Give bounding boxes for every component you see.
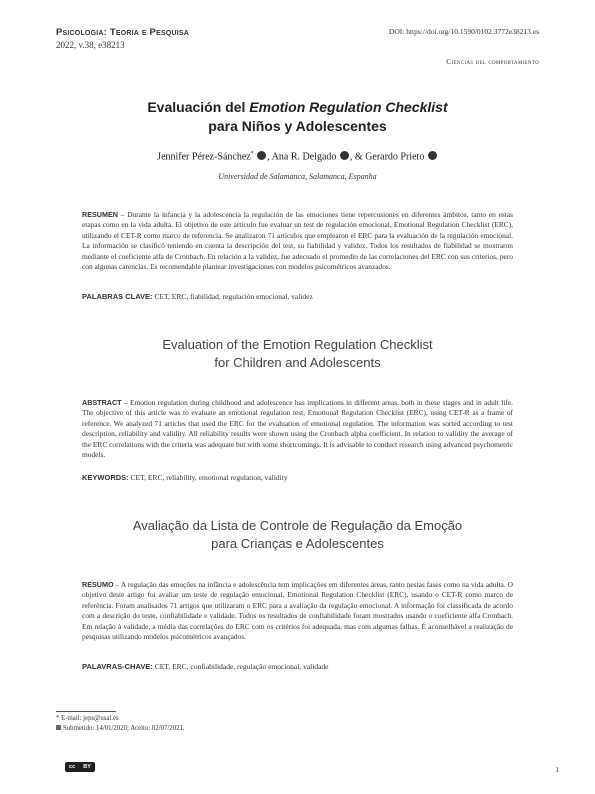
abstract-portuguese (82, 580, 513, 642)
author-3: , & Gerardo Prieto (349, 151, 425, 163)
title-spanish (56, 98, 539, 136)
journal-name: Psicologia: Teoria e Pesquisa (56, 27, 189, 38)
keywords-portuguese (82, 662, 513, 671)
title-portuguese-line2: para Crianças e Adolescentes (211, 536, 384, 551)
orcid-icon[interactable] (428, 151, 437, 160)
orcid-icon[interactable] (340, 151, 349, 160)
title-spanish-line2: para Niños y Adolescentes (208, 118, 387, 134)
affiliation: Universidad de Salamanca, Salamanca, Espanha (218, 172, 377, 181)
title-english-line1: Evaluation of the Emotion Regulation Checklist (162, 337, 433, 352)
keywords-english (82, 473, 513, 482)
doi-link[interactable]: DOI: https://doi.org/10.1590/0102.3772e38213.es (388, 27, 539, 36)
abstract-spanish-text: – Durante la infancia y la adolescencia la regulación de las emociones tiene repercusiones en diferentes ámbitos, tanto en estas etapas como en la vida adulta. El objetivo de este artículo fue evaluar un test de regulación emocional, Emotional Regulation Checklist (ERC), utilizando el CET-R como marco de referencia. Se analizaron 71 artículos que emplearon el ERC para la evaluación de la regulación emocional. La información se clasificó teniendo en cuenta la descripción del test, su fiabilidad y validez. Todos los resultados de fiabilidad se mostraron mediante el coeficiente alfa de Cronbach. En relación a la validez, fue adecuado el promedio de las correlaciones del ERC con sus criterios, pero con algunas carencias. Es recomendable plantear investigaciones con modelos psicométricos avanzados. (82, 210, 513, 272)
journal-volume: 2022, v.38, e38213 (56, 40, 125, 50)
keywords-spanish (82, 292, 513, 301)
author-2: , Ana R. Delgado (267, 151, 337, 163)
keywords-portuguese-text: CET, ERC, confiabilidade, regulação emocional, validade (152, 662, 329, 671)
page-number: 1 (555, 765, 559, 774)
footnote-dates-text: Submetido: 14/01/2020; Aceito: 02/07/2021. (63, 725, 185, 732)
author-1: Jennifer Pérez-Sánchez (157, 151, 251, 163)
author-1-mark: * (250, 151, 254, 157)
cc-license-by: BY (83, 764, 91, 770)
square-bullet-icon (56, 725, 61, 730)
cc-license-badge[interactable] (65, 762, 95, 772)
abstract-portuguese-text: – A regulação das emoções na infância e adolescência tem implicações em diferentes áreas, tanto nestas fases como na vida adulta. O objetivo deste artigo foi avaliar um teste de regulação emocional, Emotional Regulation Checklist (ERC), usando o CET-R como marco de referência. Foram analisados 71 artigos que utilizaram o ERC para a avaliação da regulação emocional. A informação foi classificada de acordo com a descrição do teste, confiabilidade e validade. Todos os resultados de confiabilidade foram mostrados usando o coeficiente alfa Cronbach. Em relação à validade, a média das correlações do ERC com os critérios foi adequada, mas com algumas falhas. É aconselhável a realização de pesquisas utilizando modelos psicométricos avançados. (82, 580, 513, 642)
abstract-english-label: ABSTRACT (82, 398, 122, 407)
keywords-portuguese-label: PALAVRAS-CHAVE: (82, 662, 153, 671)
title-spanish-italic: Emotion Regulation Checklist (249, 99, 448, 115)
orcid-icon[interactable] (257, 151, 266, 160)
cc-license-cc: cc (69, 764, 76, 770)
abstract-english (82, 398, 513, 460)
abstract-portuguese-label: RESUMO (82, 580, 114, 589)
footnote-dates (56, 725, 185, 732)
keywords-spanish-label: PALABRAS CLAVE: (82, 292, 153, 301)
title-portuguese (56, 517, 539, 553)
footnote-divider (56, 711, 116, 712)
abstract-spanish (82, 210, 513, 272)
footnote-email: * E-mail: jeps@usal.es (56, 715, 119, 722)
title-english-line2: for Children and Adolescents (214, 355, 381, 370)
abstract-english-text: – Emotion regulation during childhood and adolescence has implications in different areas, both in these stages and in adult life. The objective of this article was to evaluate an emotional regulation test, Emotional Regulation Checklist (ERC), using CET-R as a frame of reference. We analyzed 71 articles that used the ERC for the evaluation of emotional regulation. The information was sorted according to test description, reliability and validity. All reliability results were shown using the Cronbach alpha coefficient. In relation to validity the average of the ERC correlations with the criteria was adequate but with some shortcomings. It is advisable to conduct research using advanced psychometric models. (82, 398, 513, 460)
abstract-spanish-label: RESUMEN (82, 210, 118, 219)
title-english (56, 336, 539, 372)
title-spanish-part1: Evaluación del (147, 99, 250, 115)
keywords-english-label: KEYWORDS: (82, 473, 129, 482)
title-portuguese-line1: Avaliação da Lista de Controle de Regulação da Emoção (132, 518, 463, 533)
authors (56, 151, 539, 162)
section-label: Ciencias del comportamiento (446, 57, 539, 66)
keywords-english-text: CET, ERC, reliability, emotional regulation, validity (128, 473, 288, 482)
keywords-spanish-text: CET, ERC, fiabilidad, regulación emocional, validez (152, 292, 313, 301)
